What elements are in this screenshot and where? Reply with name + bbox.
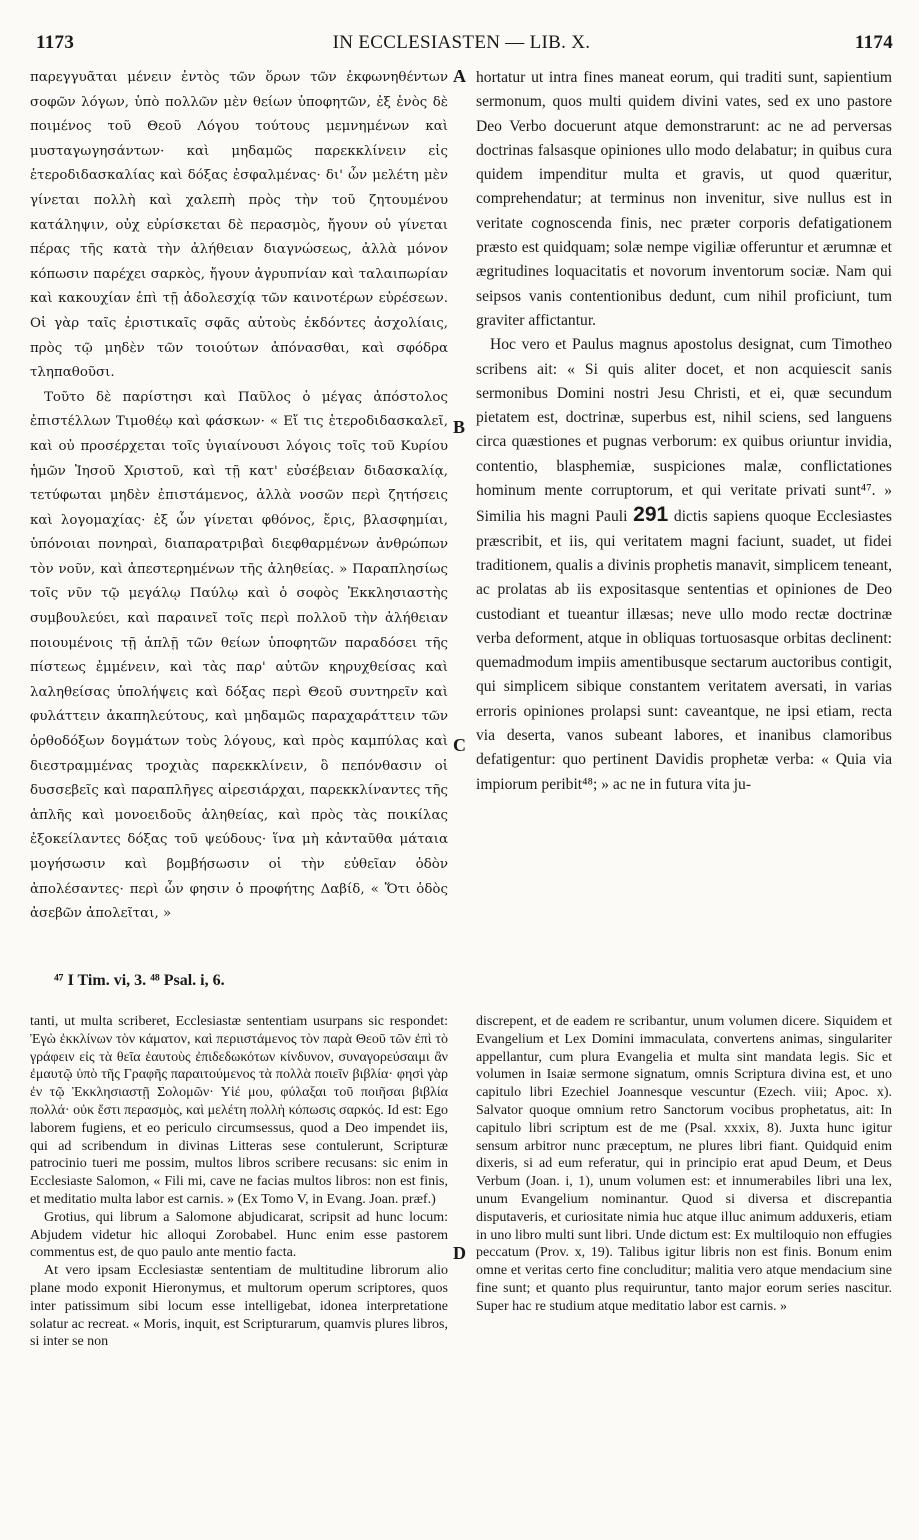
inline-page-number: 291 xyxy=(633,503,669,527)
latin-paragraph: hortatur ut intra fines maneat eorum, qui traditi sunt, sapientium sermonum, quos multi quidem divini vates, sed ex uno pastore Deo Verbo docuerunt atque demonstrarunt: ac ne ad perversas doctrinas falsasque opiniones ullo modo delabatur; in quibus cura quidem impenditur multa et gravis, ut quod quæritur, comprehendatur; at terminus non invenitur, sive nullus est in veritate cognoscenda finis, nec præter corporis defatigationem præsto est quidquam; solæ nempe vigiliæ offeruntur et ærumnæ et ægritudines loquacitatis et novorum inventorum sociæ. Nam qui seipsos vanis contentionibus dedunt, cum nihil proficiunt, tum graviter affictantur. xyxy=(476,69,892,329)
margin-letter-d: D xyxy=(453,1243,466,1263)
bottom-paragraph: tanti, ut multa scriberet, Ecclesiastæ sententiam usurpans sic respondet: Ἐγὼ ἐκκλίνων τὸν κάματον, καὶ περιιστάμενος τὸν παρὰ Θεοῦ τῶν ἐπὶ τὸ γράφειν εἰς τὰ θεῖα ἑαυτοὺς ἐπιδεδωκότων κίνδυνον, συναγορεύσαιμι ἂν ἐμαυτῷ ὑπὸ τῆς Γραφῆς παραιτούμενος τὰ πολλὰ ποιεῖν βιβλία· φησὶ γὰρ ἐν τῷ Ἐκκλησιαστῇ Σολομῶν· Υἱέ μου, φύλαξαι τοῦ ποιῆσαι βιβλία πολλά· οὐκ ἔστι περασμὸς, καὶ μελέτη πολλὴ κόπωσις σαρκός. Id est: Ego laborem fugiens, et eo periculo circumsessus, quod a Deo impendet iis, qui ad scribendum in divinas Litteras sese contulerunt, Scripturæ patrocinio tueri me possim, multos libros scribere recusans: sic enim in Ecclesiaste Salomon, « Fili mi, cave ne facias multos libros: non est finis, et meditatio multa labor est carnis. » (Ex Tomo V, in Evang. Joan. præf.) xyxy=(30,1014,448,1207)
top-columns xyxy=(30,66,892,976)
left-page-number: 1173 xyxy=(36,32,75,53)
latin-paragraph: Hoc vero et Paulus magnus apostolus designat, cum Timotheo scribens ait: « Si quis aliter docet, et non acquiescit sanis sermonibus Domini nostri Jesu Christi, et ei, quæ secundum pietatem est, doctrinæ, superbus est, nihil sciens, sed languens circa quæstiones et pugnas verborum: ex quibus oriuntur invidia, contentio, blasphemiæ, suspiciones malæ, conflictationes hominum mente corruptorum, et qui veritate privati sunt⁴⁷. » Similia his magni Pauli 291 dictis sapiens quoque Ecclesiastes præscribit, et iis, qui veritatem magni faciunt, suadet, ut fidei traditionem, qualis a divinis prophetis manavit, simplicem teneant, ac prolatas ab iis expositasque sententias et opiniones de Deo custodiant et tueantur illæsas; neve ullo modo rectæ doctrinæ verba deforment, atque in obliquas tortuosasque orbitas declinent: quemadmodum impiis amentibusque sectarum auctoribus contigit, qui simplicem sibique constantem veritatem aversati, in varias erroris opiniones prolapsi sunt: caveantque, ne ipsi etiam, recta via deserta, vanos subeant labores, et inanibus clamoribus defatigentur: quo pertinent Davidis prophetæ verba: « Quia via impiorum peribit⁴⁸; » ac ne in futura vita ju- xyxy=(476,336,892,793)
margin-letter-a: A xyxy=(453,66,466,86)
bottom-paragraph: discrepent, et de eadem re scribantur, unum volumen dicere. Siquidem et Evangelium et Lex Domini immaculata, convertens animas, singulariter appellantur, cum plura Evangelia et multa sint mandata legis. Sic et volumen in Isaiæ sermone signatum, omnis Scriptura divina est, et uno capitulo libri Ezechiel Joannesque vescuntur (Ezech. viii; Apoc. x). Salvator quoque omnium retro Sanctorum vocibus prophetatus, ait: In capitulo libri scriptum est de me (Psal. xxxix, 8). Juxta hunc igitur sensum arbitror nunc præceptum, ne plures libri fiant. Quidquid enim dixeris, si ad eum referatur, qui in principio erat apud Deum, et Deus Verbum (Joan. i, 1), unum volumen est: et innumerabiles libri una lex, unum Evangelium nominantur. Quod si diversa et discrepantia disputaveris, et curiositate nimia huc atque illuc animum adduxeris, etiam in uno libro multi sunt libri. Unde dictum est: Ex multiloquio non effugies peccatum (Prov. x, 19). Talibus igitur libris non est finis. Bonum enim omne et veritas certo fine concluditur; malitia vero atque mendacium sine fine sunt; et quanto plus requiruntur, tanto major eorum series nascitur. Super hac re studium atque meditatio labor est carnis. » xyxy=(476,1014,892,1314)
page-header xyxy=(30,30,893,60)
bottom-left-column xyxy=(30,1013,448,1351)
greek-column xyxy=(30,66,448,927)
greek-paragraph: παρεγγυᾶται μένειν ἐντὸς τῶν ὅρων τῶν ἐκφωνηθέντων σοφῶν λόγων, ὑπὸ πολλῶν μὲν θείων ὑποφητῶν, ἐξ ἑνὸς δὲ ποιμένος τοῦ Θεοῦ Λόγου τούτους μεμνημένων καὶ μυσταγωγησάντων· καὶ μηδαμῶς παρεκκλίνειν εἰς ἑτεροδιδασκαλίας καὶ δόξας ἐσφαλμένας· δι' ὧν μελέτη μὲν γίνεται πολλὴ καὶ χαλεπὴ πρὸς τὴν τοῦ ζητουμένου κατάληψιν, οὐχ εὑρίσκεται δὲ περασμὸς, ἤγουν οὐ γίνεται πέρας τῆς κατὰ τὴν ἀλήθειαν διαγνώσεως, ἀλλὰ μόνον κόπωσιν παρέχει σαρκὸς, ἤγουν ἀγρυπνίαν καὶ ταλαιπωρίαν καὶ κακουχίαν ἐπὶ τῇ ἀδολεσχίᾳ τῶν καινοτέρων εὑρέσεων. Οἱ γὰρ ταῖς ἐριστικαῖς σφᾶς αὐτοὺς ἐκδόντες ἀσχολίαις, πρὸς τῷ μηδὲν τῶν τοιούτων ἀπόνασθαι, καὶ σφόδρα τληπαθοῦσι. xyxy=(30,70,448,381)
margin-letter-b: B xyxy=(453,417,466,437)
right-page-number: 1174 xyxy=(854,32,893,53)
bottom-columns xyxy=(30,1013,892,1518)
latin-column xyxy=(476,66,892,797)
bottom-right-column xyxy=(476,1013,892,1316)
running-title: IN ECCLESIASTEN — LIB. X. xyxy=(332,32,591,53)
margin-letter-c: C xyxy=(453,735,466,755)
greek-paragraph: Τοῦτο δὲ παρίστησι καὶ Παῦλος ὁ μέγας ἀπόστολος ἐπιστέλλων Τιμοθέῳ καὶ φάσκων· « Εἴ τις ἑτεροδιδασκαλεῖ, καὶ οὐ προσέρχεται τοῖς ὑγιαίνουσι λόγοις τοῖς τοῦ Κυρίου ἡμῶν Ἰησοῦ Χριστοῦ, καὶ τῇ κατ' εὐσέβειαν διδασκαλίᾳ, τετύφωται μηδὲν ἐπιστάμενος, ἀλλὰ νοσῶν περὶ ζητήσεις καὶ λογομαχίας· ἐξ ὧν γίνεται φθόνος, ἔρις, βλασφημίαι, ὑπόνοιαι πονηραὶ, διαπαρατριβαὶ διεφθαρμένων ἀνθρώπων τὸν νοῦν, καὶ ἀπεστερημένων τῆς ἀληθείας. » Παραπλησίως τοῖς νῦν τῷ μεγάλῳ Παύλῳ καὶ ὁ σοφὸς Ἐκκλησιαστὴς συμβουλεύει, καὶ παραινεῖ τοῖς περὶ πολλοῦ τὴν ἀλήθειαν ποιουμένοις τῇ ἁπλῇ τῶν θείων ὑποφητῶν παραδόσει τῆς πίστεως ἐμμένειν, καὶ τὰς παρ' αὐτῶν κηρυχθείσας καὶ λαληθείσας ὑπολήψεις καὶ δόξας περὶ Θεοῦ συντηρεῖν καὶ φυλάττειν ἀκαπηλεύτους, καὶ μηδαμῶς παραχαράττειν τῶν ὀρθοδόξων δογμάτων τοὺς λόγους, καὶ πρὸς καμπύλας καὶ διεστραμμένας τροχιὰς παρεκκλίνειν, ὃ πεπόνθασιν οἱ δυσσεβεῖς καὶ παραπλῆγες αἱρεσιάρχαι, παρεκκλίναντες τῆς ἁπλῆς καὶ μονοειδοῦς ἀληθείας, καὶ πρὸς τὰς ποικίλας ἐξοκείλαντες δόξας τοῦ ψεύδους· ἵνα μὴ κἀνταῦθα μάταια μογήσωσιν καὶ βομβήσωσιν οἱ τὴν εὐθεῖαν ὁδὸν ἀπολέσαντες· περὶ ὧν φησιν ὁ προφήτης Δαβίδ, « Ὅτι ὁδὸς ἀσεβῶν ἀπολεῖται, » xyxy=(30,389,448,922)
footnotes: ⁴⁷ I Tim. vi, 3. ⁴⁸ Psal. i, 6. xyxy=(54,972,225,989)
bottom-paragraph: At vero ipsam Ecclesiastæ sententiam de multitudine librorum alio plane modo exponit Hieronymus, et multorum operum scriptores, quos inter patissimum sibi locum esse intelligebat, idonea interpretatione solatur ac recreat. « Moris, inquit, est Scripturarum, quamvis plures libros, si inter se non xyxy=(30,1263,448,1350)
bottom-paragraph: Grotius, qui librum a Salomone abjudicarat, scripsit ad hunc locum: Abjudem videtur hic alloqui Zorobabel. Hunc enim esse pastorem commentus est, de quo paulo ante mentio facta. xyxy=(30,1209,448,1261)
